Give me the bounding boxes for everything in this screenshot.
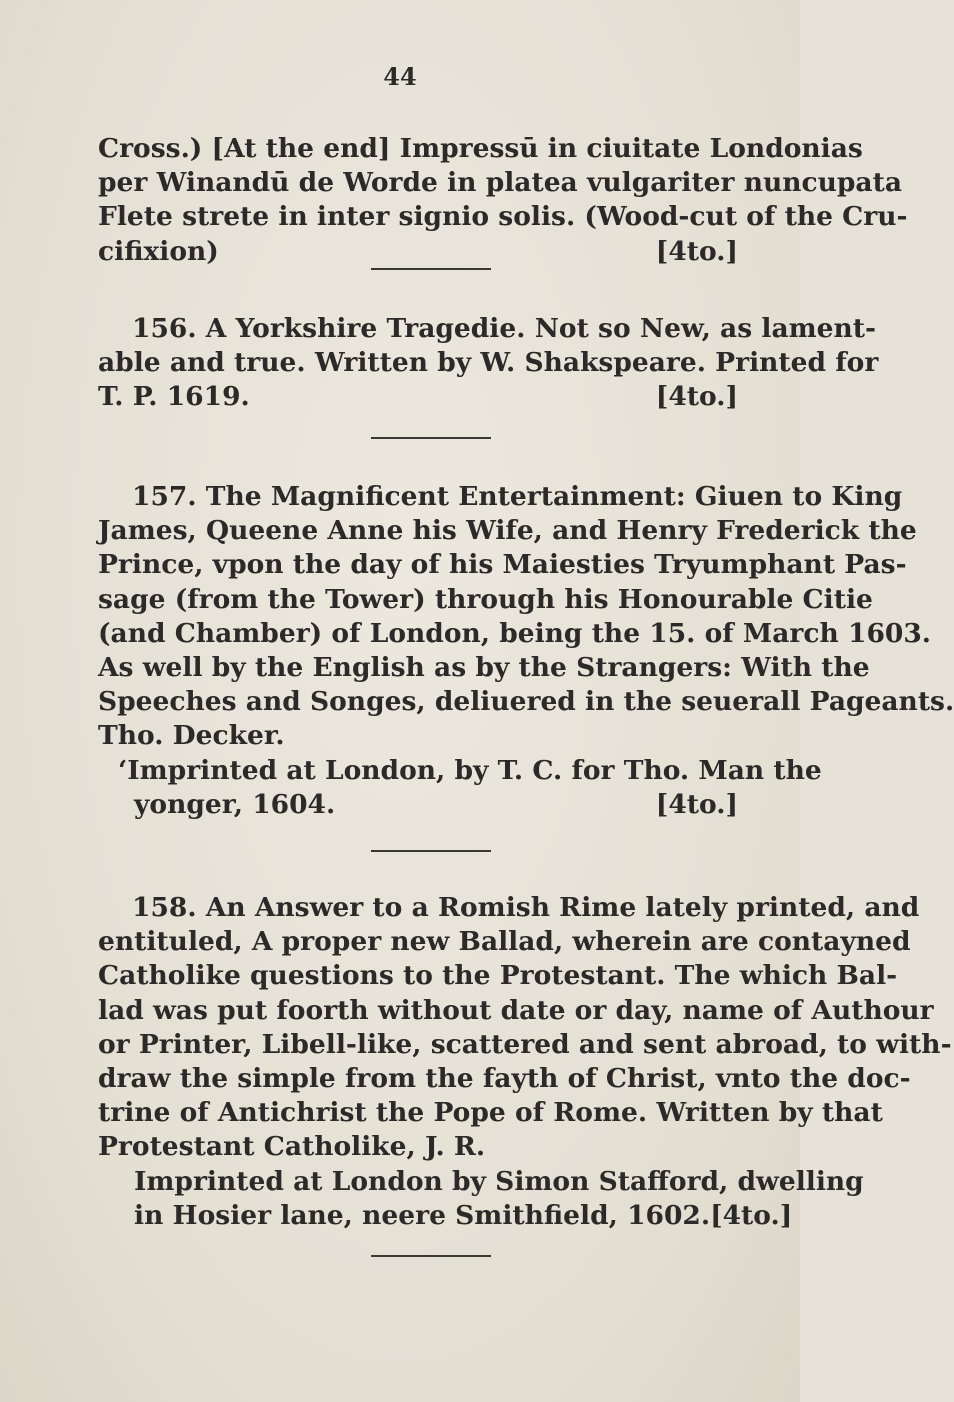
- section-divider: [371, 268, 491, 270]
- entry-156: [98, 312, 879, 415]
- entry-line-text: T. P. 1619.: [98, 381, 250, 413]
- format-label: [4to.]: [655, 381, 738, 413]
- entry-line: 156. A Yorkshire Tragedie. Not so New, as lament-: [132, 313, 877, 344]
- entry-line-text: in Hosier lane, neere Smithfield, 1602.: [134, 1199, 711, 1231]
- section-divider: [371, 1255, 491, 1257]
- entry-line: lad was put foorth without date or day, name of Authour: [98, 994, 934, 1026]
- entry-line: Prince, vpon the day of his Maiesties Tryumphant Pas-: [98, 549, 907, 581]
- entry-line: 158. An Answer to a Romish Rime lately printed, and: [132, 892, 920, 923]
- entry-last-line: [98, 235, 738, 269]
- entry-157: [98, 480, 954, 822]
- entry-line: As well by the English as by the Strangers: With the: [98, 652, 870, 684]
- entry-line: Speeches and Songes, deliuered in the seuerall Pageants.: [98, 686, 954, 718]
- entry-158: [98, 891, 952, 1233]
- format-label: [4to.]: [710, 1199, 793, 1231]
- entry-author: Tho. Decker.: [98, 720, 285, 752]
- entry-line: sage (from the Tower) through his Honourable Citie: [98, 583, 873, 615]
- entry-line: entituled, A proper new Ballad, wherein are contayned: [98, 926, 911, 958]
- format-label: [4to.]: [655, 235, 738, 267]
- entry-line-text: yonger, 1604.: [134, 788, 336, 820]
- entry-last-line: [98, 1199, 793, 1233]
- continued-entry: [98, 132, 908, 269]
- entry-line: per Winandū de Worde in platea vulgariter nuncupata: [98, 167, 903, 199]
- entry-last-line: [98, 380, 738, 414]
- entry-line: (and Chamber) of London, being the 15. of March 1603.: [98, 617, 931, 649]
- entry-line: or Printer, Libell-like, scattered and sent abroad, to with-: [98, 1028, 952, 1060]
- entry-imprint: Imprinted at London by Simon Stafford, dwelling: [134, 1165, 864, 1197]
- entry-line: able and true. Written by W. Shakspeare. Printed for: [98, 347, 879, 379]
- entry-last-line: [98, 788, 738, 822]
- entry-line: draw the simple from the fayth of Christ, vnto the doc-: [98, 1063, 911, 1095]
- entry-line: trine of Antichrist the Pope of Rome. Written by that: [98, 1097, 883, 1129]
- entry-line: James, Queene Anne his Wife, and Henry Frederick the: [98, 515, 917, 547]
- entry-imprint: ‘Imprinted at London, by T. C. for Tho. Man the: [118, 754, 822, 786]
- entry-line: Catholike questions to the Protestant. The which Bal-: [98, 960, 898, 992]
- section-divider: [371, 850, 491, 852]
- entry-line: Flete strete in inter signio solis. (Wood-cut of the Cru-: [98, 201, 908, 233]
- format-label: [4to.]: [655, 788, 738, 820]
- section-divider: [371, 437, 491, 439]
- entry-line: Cross.) [At the end] Impressū in ciuitate Londonias: [98, 133, 863, 164]
- entry-line: 157. The Magnificent Entertainment: Giuen to King: [132, 481, 903, 512]
- entry-author: Protestant Catholike, J. R.: [98, 1131, 486, 1163]
- page-number: 44: [383, 62, 417, 91]
- entry-line-text: cifixion): [98, 235, 219, 267]
